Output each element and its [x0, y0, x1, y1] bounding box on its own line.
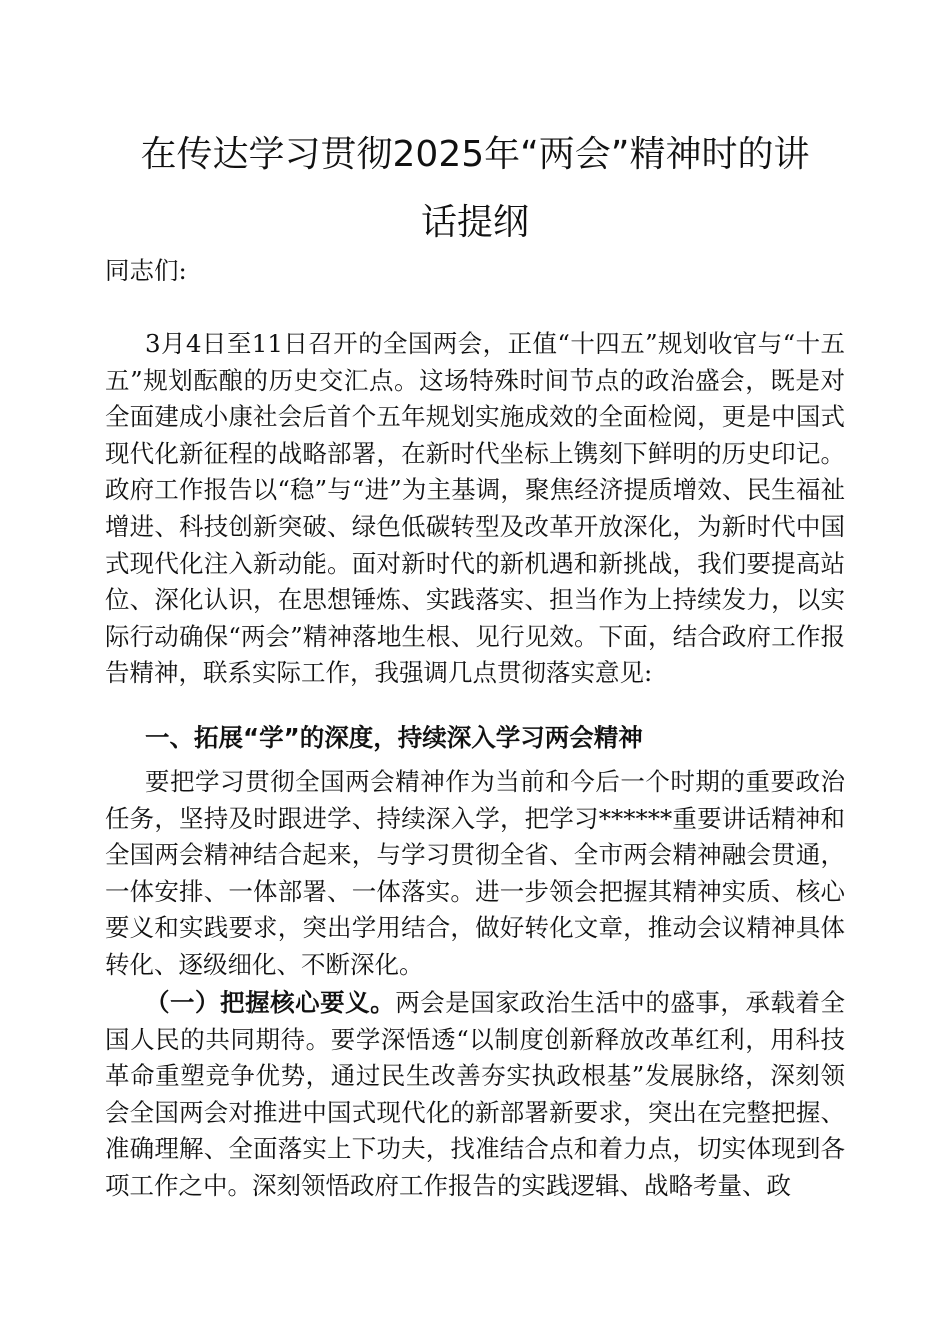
subsection-body: 两会是国家政治生活中的盛事，承载着全国人民的共同期待。要学深悟透“以制度创新释放改革红利，用科技革命重塑竞争优势，通过民生改善夯实执政根基”发展脉络，深刻领会全国两会对推进中国式现代化的新部署新要求，突出在完整把握、准确理解、全面落实上下功夫，找准结合点和着力点，切实体现到各项工作之中。深刻领悟政府工作报告的实践逻辑、战略考量、政	[105, 988, 845, 1200]
document-title-line-2: 话提纲	[420, 202, 529, 243]
section-heading-1: 一、拓展“学”的深度，持续深入学习两会精神	[145, 723, 643, 752]
paragraph-section-1: 要把学习贯彻全国两会精神作为当前和今后一个时期的重要政治任务，坚持及时跟进学、持续深入学，把学习******重要讲话精神和全国两会精神结合起来，与学习贯彻全省、全市两会精神融会贯通，一体安排、一体部署、一体落实。进一步领会把握其精神实质、核心要义和实践要求，突出学用结合，做好转化文章，推动会议精神具体转化、逐级细化、不断深化。	[105, 767, 845, 979]
document-title-line-1: 在传达学习贯彻2025年“两会”精神时的讲	[140, 134, 810, 175]
salutation: 同志们:	[105, 256, 187, 285]
subsection-lead: （一）把握核心要义。	[145, 988, 396, 1017]
paragraph-subsection-1	[105, 985, 845, 1315]
paragraph-intro: 3月4日至11日召开的全国两会，正值“十四五”规划收官与“十五五”规划酝酿的历史交汇点。这场特殊时间节点的政治盛会，既是对全面建成小康社会后首个五年规划实施成效的全面检阅，更是中国式现代化新征程的战略部署，在新时代坐标上镌刻下鲜明的历史印记。政府工作报告以“稳”与“进”为主基调，聚焦经济提质增效、民生福祉增进、科技创新突破、绿色低碳转型及改革开放深化，为新时代中国式现代化注入新动能。面对新时代的新机遇和新挑战，我们要提高站位、深化认识，在思想锤炼、实践落实、担当作为上持续发力，以实际行动确保“两会”精神落地生根、见行见效。下面，结合政府工作报告精神，联系实际工作，我强调几点贯彻落实意见:	[105, 329, 845, 688]
